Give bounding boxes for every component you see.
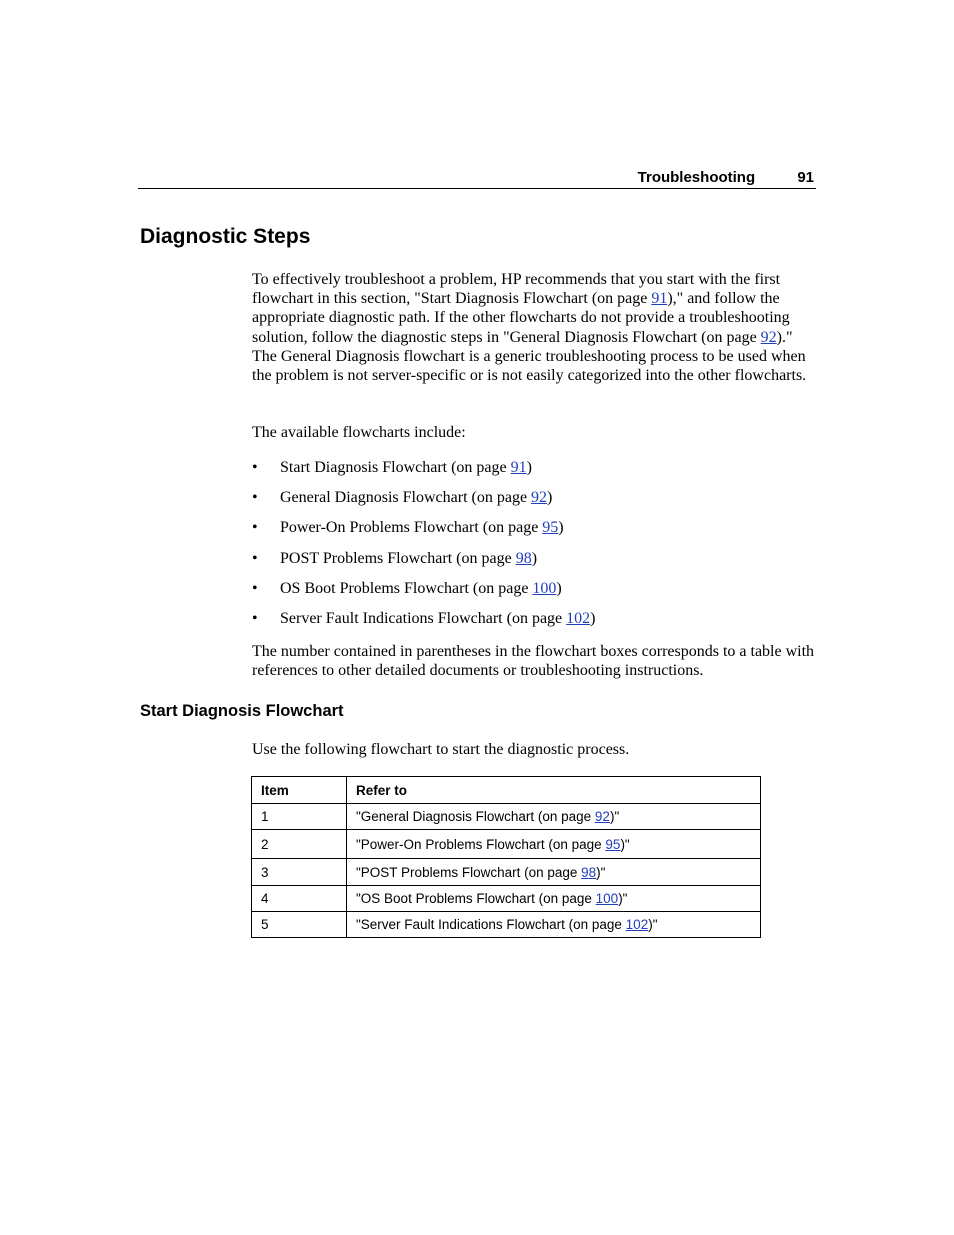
item-cell: 2 <box>252 830 347 859</box>
table-link[interactable]: 98 <box>581 864 597 880</box>
refer-cell: "Server Fault Indications Flowchart (on page 102)" <box>347 912 761 938</box>
bullet-icon: • <box>252 489 258 507</box>
table-link[interactable]: 100 <box>595 891 619 906</box>
table-link[interactable]: 95 <box>605 836 621 852</box>
running-header <box>638 169 814 186</box>
flowchart-list <box>252 458 595 639</box>
column-header-refer-to: Refer to <box>347 777 761 804</box>
number-note: The number contained in parentheses in the flowchart boxes corresponds to a table with references to other detailed documents or troubleshooting instructions. <box>252 643 815 680</box>
column-header-item: Item <box>252 777 347 804</box>
bullet-icon: • <box>252 579 258 597</box>
intro-text-2: )," and follow the appropriate diagnostic path. If the other flowcharts do not provide a troubleshooting solution, follow the diagnostic steps in "General Diagnosis Flowchart (on page <box>252 290 790 346</box>
refer-cell: "General Diagnosis Flowchart (on page 92)" <box>347 804 761 830</box>
table-link[interactable]: 102 <box>625 917 649 932</box>
section-subheading: Start Diagnosis Flowchart <box>140 702 344 720</box>
list-item-link[interactable]: 91 <box>510 459 527 476</box>
intro-link-page-91[interactable]: 91 <box>651 290 668 308</box>
table-row <box>252 859 761 886</box>
bullet-icon: • <box>252 609 258 627</box>
table-header-row <box>252 777 761 804</box>
item-cell: 4 <box>252 886 347 912</box>
list-item: • OS Boot Problems Flowchart (on page 100) <box>252 579 562 597</box>
list-item-link[interactable]: 98 <box>515 549 532 567</box>
intro-text-1: To effectively troubleshoot a problem, HP recommends that you start with the first flowchart in this section, "Start Diagnosis Flowchart (on page <box>252 271 781 308</box>
refer-cell: "OS Boot Problems Flowchart (on page 100)" <box>347 886 761 912</box>
header-section-title: Troubleshooting <box>637 169 756 186</box>
item-cell: 3 <box>252 859 347 886</box>
table-link[interactable]: 92 <box>594 809 610 824</box>
table-row <box>252 912 761 938</box>
intro-link-page-92[interactable]: 92 <box>760 328 777 346</box>
item-cell: 5 <box>252 912 347 938</box>
page-title: Diagnostic Steps <box>140 225 311 248</box>
item-cell: 1 <box>252 804 347 830</box>
available-intro: The available flowcharts include: <box>252 424 466 441</box>
list-item-link[interactable]: 100 <box>532 579 557 597</box>
use-text: Use the following flowchart to start the diagnostic process. <box>252 741 630 758</box>
list-item: • Server Fault Indications Flowchart (on page 102) <box>252 609 596 627</box>
refer-cell: "Power-On Problems Flowchart (on page 95)" <box>347 830 761 859</box>
list-item-link[interactable]: 102 <box>566 609 591 627</box>
bullet-icon: • <box>252 519 258 537</box>
header-page-number: 91 <box>797 169 814 186</box>
table-row <box>252 886 761 912</box>
list-item-link[interactable]: 92 <box>531 489 548 507</box>
intro-text-3: )." The General Diagnosis flowchart is a generic troubleshooting process to be used when the problem is not server-specific or is not easily categorized into the other flowcharts. <box>252 328 807 385</box>
list-item: • POST Problems Flowchart (on page 98) <box>252 549 538 567</box>
bullet-icon: • <box>252 459 258 476</box>
list-item: • Power-On Problems Flowchart (on page 95) <box>252 519 564 537</box>
list-item: • Start Diagnosis Flowchart (on page 91) <box>252 459 532 476</box>
reference-table <box>251 776 761 938</box>
intro-paragraph <box>252 270 818 385</box>
header-rule <box>138 188 816 189</box>
table-row <box>252 804 761 830</box>
bullet-icon: • <box>252 549 258 567</box>
list-item: • General Diagnosis Flowchart (on page 92) <box>252 489 553 507</box>
list-item-link[interactable]: 95 <box>542 519 559 537</box>
table-row <box>252 830 761 859</box>
refer-cell: "POST Problems Flowchart (on page 98)" <box>347 859 761 886</box>
